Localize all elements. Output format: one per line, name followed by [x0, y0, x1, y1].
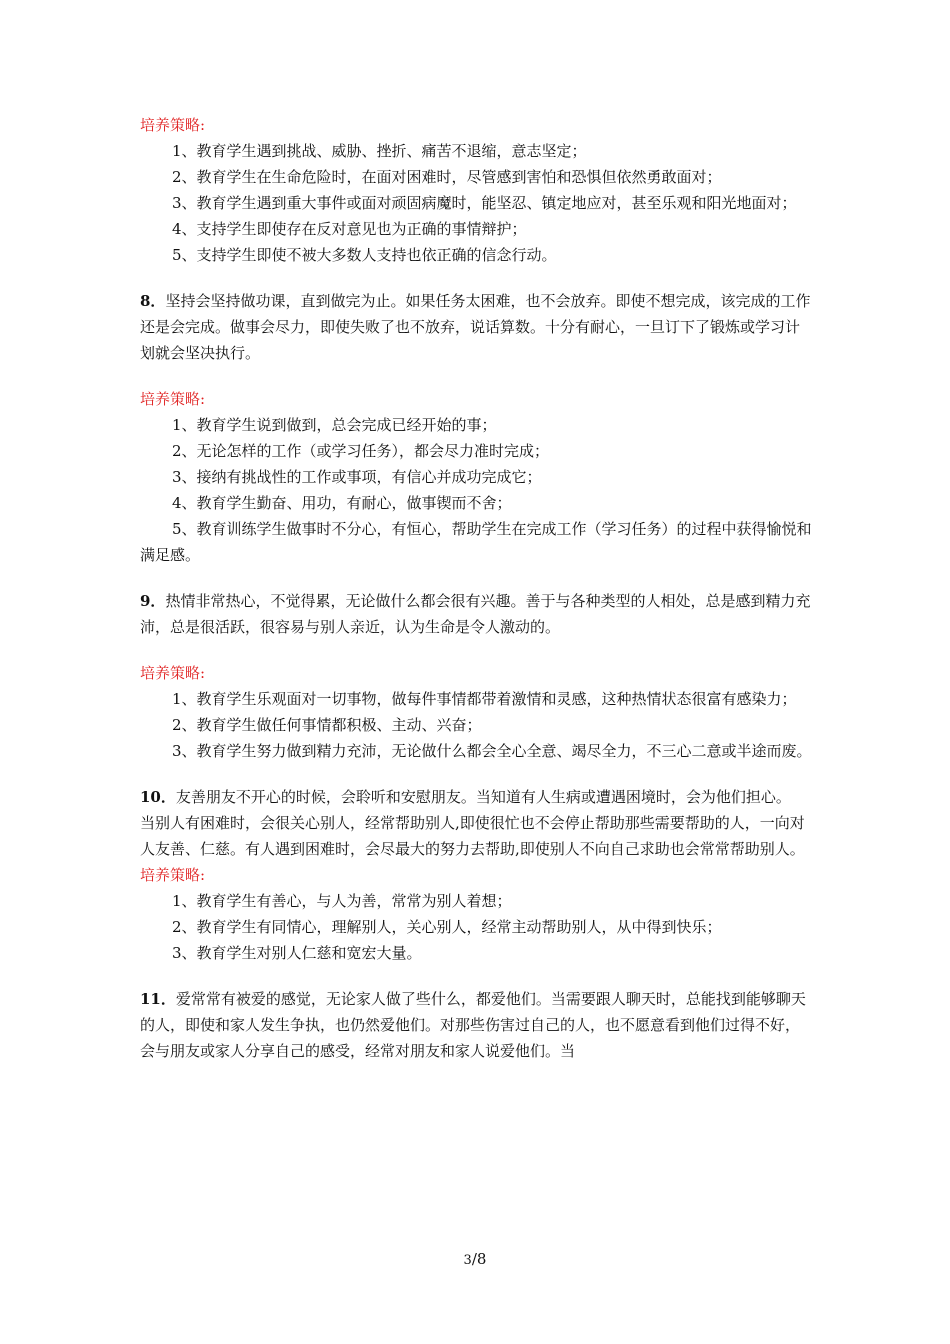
- strategy-item: 5、支持学生即使不被大多数人支持也依正确的信念行动。: [172, 246, 557, 264]
- strategy-item: 3、接纳有挑战性的工作或事项，有信心并成功完成它；: [172, 468, 542, 486]
- strategy-item: 4、支持学生即使存在反对意见也为正确的事情辩护；: [172, 220, 527, 238]
- section-11-paragraph: [140, 986, 812, 1064]
- section-number: 11．: [140, 990, 176, 1008]
- section-number: 10．: [140, 788, 176, 806]
- section-10-paragraph: [140, 784, 812, 810]
- strategy-item: 4、教育学生勤奋、用功，有耐心，做事锲而不舍；: [172, 494, 512, 512]
- section-10-paragraph-2: 当别人有困难时，会很关心别人，经常帮助别人,即使很忙也不会停止帮助那些需要帮助的人，一向对人友善、仁慈。有人遇到困难时，会尽最大的努力去帮助,即使别人不向自己求助也会常常帮助别人。: [140, 814, 805, 858]
- strategy-item: 5、教育训练学生做事时不分心，有恒心，帮助学生在完成工作（学习任务）的过程中获得愉悦和满足感。: [140, 520, 812, 564]
- page-current: 3: [463, 1253, 472, 1268]
- section-text: 爱常常有被爱的感觉，无论家人做了些什么，都爱他们。当需要跟人聊天时，总能找到能够聊天的人，即使和家人发生争执，也仍然爱他们。对那些伤害过自己的人，也不愿意看到他们过得不好，会与朋友或家人分享自己的感受，经常对朋友和家人说爱他们。当: [140, 990, 806, 1060]
- section-text: 坚持会坚持做功课，直到做完为止。如果任务太困难，也不会放弃。即使不想完成，该完成的工作还是会完成。做事会尽力，即使失败了也不放弃，说话算数。十分有耐心，一旦订下了锻炼或学习计划就会坚决执行。: [140, 292, 811, 362]
- strategy-item: 2、无论怎样的工作（或学习任务），都会尽力准时完成；: [172, 442, 550, 460]
- strategy-heading: 培养策略:: [140, 390, 206, 408]
- strategy-item: 2、教育学生在生命危险时，在面对困难时，尽管感到害怕和恐惧但依然勇敢面对；: [172, 168, 722, 186]
- strategy-item: 3、教育学生遇到重大事件或面对顽固病魔时，能坚忍、镇定地应对，甚至乐观和阳光地面对；: [172, 194, 797, 212]
- strategy-item: 3、教育学生努力做到精力充沛，无论做什么都会全心全意、竭尽全力，不三心二意或半途而废。: [172, 742, 812, 760]
- document-page: [140, 112, 812, 1064]
- section-text: 友善朋友不开心的时候，会聆听和安慰朋友。当知道有人生病或遭遇困境时，会为他们担心。: [175, 788, 791, 806]
- strategy-item: 1、教育学生遇到挑战、威胁、挫折、痛苦不退缩，意志坚定；: [172, 142, 587, 160]
- strategy-item: 1、教育学生说到做到，总会完成已经开始的事；: [172, 416, 497, 434]
- strategy-heading: 培养策略:: [140, 664, 206, 682]
- page-number: [0, 1250, 950, 1268]
- strategy-item: 2、教育学生有同情心，理解别人，关心别人，经常主动帮助别人，从中得到快乐；: [172, 918, 722, 936]
- section-9-paragraph: [140, 588, 812, 640]
- section-number: 8．: [140, 292, 166, 310]
- section-number: 9．: [140, 592, 166, 610]
- section-8-paragraph: [140, 288, 812, 366]
- strategy-item: 3、教育学生对别人仁慈和宽宏大量。: [172, 944, 422, 962]
- strategy-heading: 培养策略:: [140, 866, 206, 884]
- strategy-heading: 培养策略:: [140, 116, 206, 134]
- section-text: 热情非常热心，不觉得累，无论做什么都会很有兴趣。善于与各种类型的人相处，总是感到精力充沛，总是很活跃，很容易与别人亲近，认为生命是令人激动的。: [140, 592, 811, 636]
- page-total: /8: [471, 1250, 487, 1268]
- strategy-item: 2、教育学生做任何事情都积极、主动、兴奋；: [172, 716, 482, 734]
- strategy-item: 1、教育学生有善心，与人为善，常常为别人着想；: [172, 892, 512, 910]
- strategy-item: 1、教育学生乐观面对一切事物，做每件事情都带着激情和灵感，这种热情状态很富有感染力；: [172, 690, 797, 708]
